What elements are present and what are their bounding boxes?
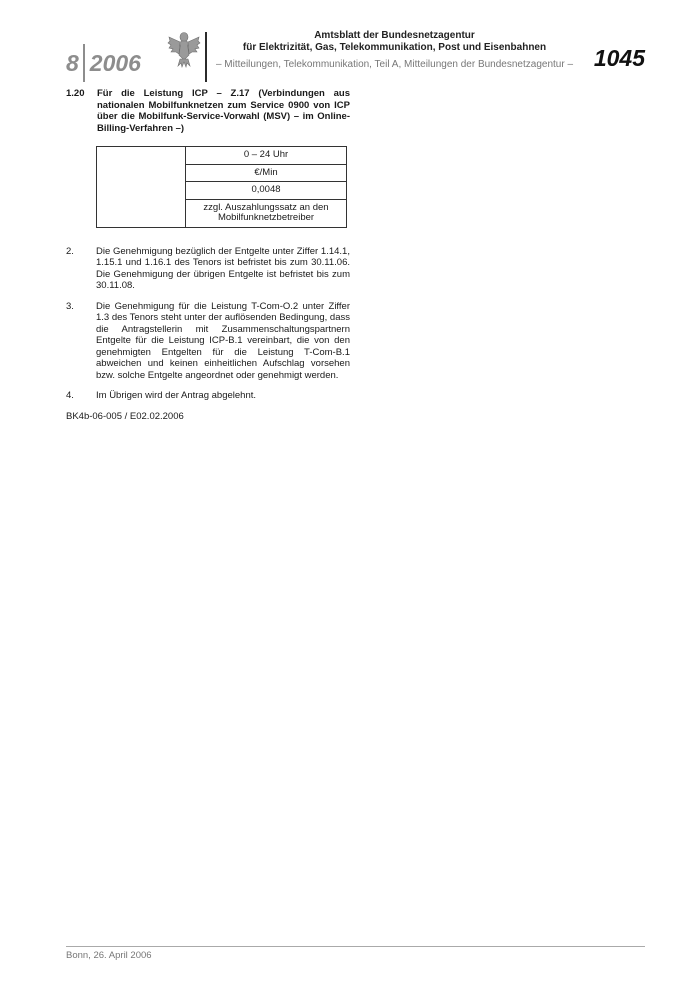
numbered-list (66, 246, 350, 402)
header-section-label: – Mitteilungen, Telekommunikation, Teil A, Mitteilungen der Bundesnetzagentur – (215, 59, 574, 70)
table-cell-price: 0,0048 (186, 182, 347, 200)
list-item-number: 4. (66, 390, 74, 401)
table-row (97, 147, 347, 165)
header-divider (205, 32, 207, 82)
issue-divider (83, 44, 85, 82)
tariff-table (96, 146, 347, 228)
list-item-text: Im Übrigen wird der Antrag abgelehnt. (96, 390, 257, 401)
header-title-block (212, 30, 577, 71)
table-cell-note: zzgl. Auszahlungssatz an den Mobilfunknetzbetreiber (186, 199, 347, 227)
footer-place-date: Bonn, 26. April 2006 (66, 950, 152, 961)
issue-number: 8 (66, 49, 79, 76)
header-title: Amtsblatt der Bundesnetzagentur (314, 30, 475, 41)
list-item-text: Die Genehmigung für die Leistung T-Com-O.2 unter Ziffer 1.3 des Tenors steht unter der auflösenden Bedingung, dass die Antragstellerin mit Zusammenschaltungspartnern Entgelte für die Leistung ICP-B.1 vereinbart, die von den genehmigten Entgelten für die Leistung T-Com-B.1 abweichen und keinen einheitlichen Aufschlag vorsehen bzw. solche Entgelte angeordnet oder genehmigt werden. (96, 300, 350, 381)
section-title: Für die Leistung ICP – Z.17 (Verbindungen aus nationalen Mobilfunknetzen zum Service 0900 von ICP über die Mobilfunk-Service-Vorwahl (MSV) – im Online-Billing-Verfahren –) (97, 88, 350, 134)
list-item (66, 390, 350, 402)
list-item-text: Die Genehmigung bezüglich der Entgelte unter Ziffer 1.14.1, 1.15.1 und 1.16.1 des Tenors ist befristet bis zum 30.11.06. Die Genehmigung der übrigen Entgelte ist befristet bis zum 30.11.08. (96, 245, 350, 291)
section-heading (66, 88, 350, 134)
page-number: 1045 (593, 45, 645, 71)
section-number: 1.20 (66, 88, 85, 99)
list-item-number: 3. (66, 300, 74, 312)
footer-divider (66, 946, 645, 947)
list-item (66, 301, 350, 382)
list-item-number: 2. (66, 245, 74, 257)
table-empty-cell (97, 147, 186, 228)
table-cell-unit: €/Min (186, 164, 347, 182)
issue-label (66, 44, 141, 82)
list-item (66, 246, 350, 292)
header-subtitle: für Elektrizität, Gas, Telekommunikation, Post und Eisenbahnen (242, 42, 547, 53)
issue-year: 2006 (89, 49, 141, 76)
reference-code: BK4b-06-005 / E02.02.2006 (66, 410, 184, 422)
federal-eagle-icon (167, 29, 201, 69)
main-column (66, 88, 350, 422)
table-cell-time: 0 – 24 Uhr (186, 147, 347, 165)
